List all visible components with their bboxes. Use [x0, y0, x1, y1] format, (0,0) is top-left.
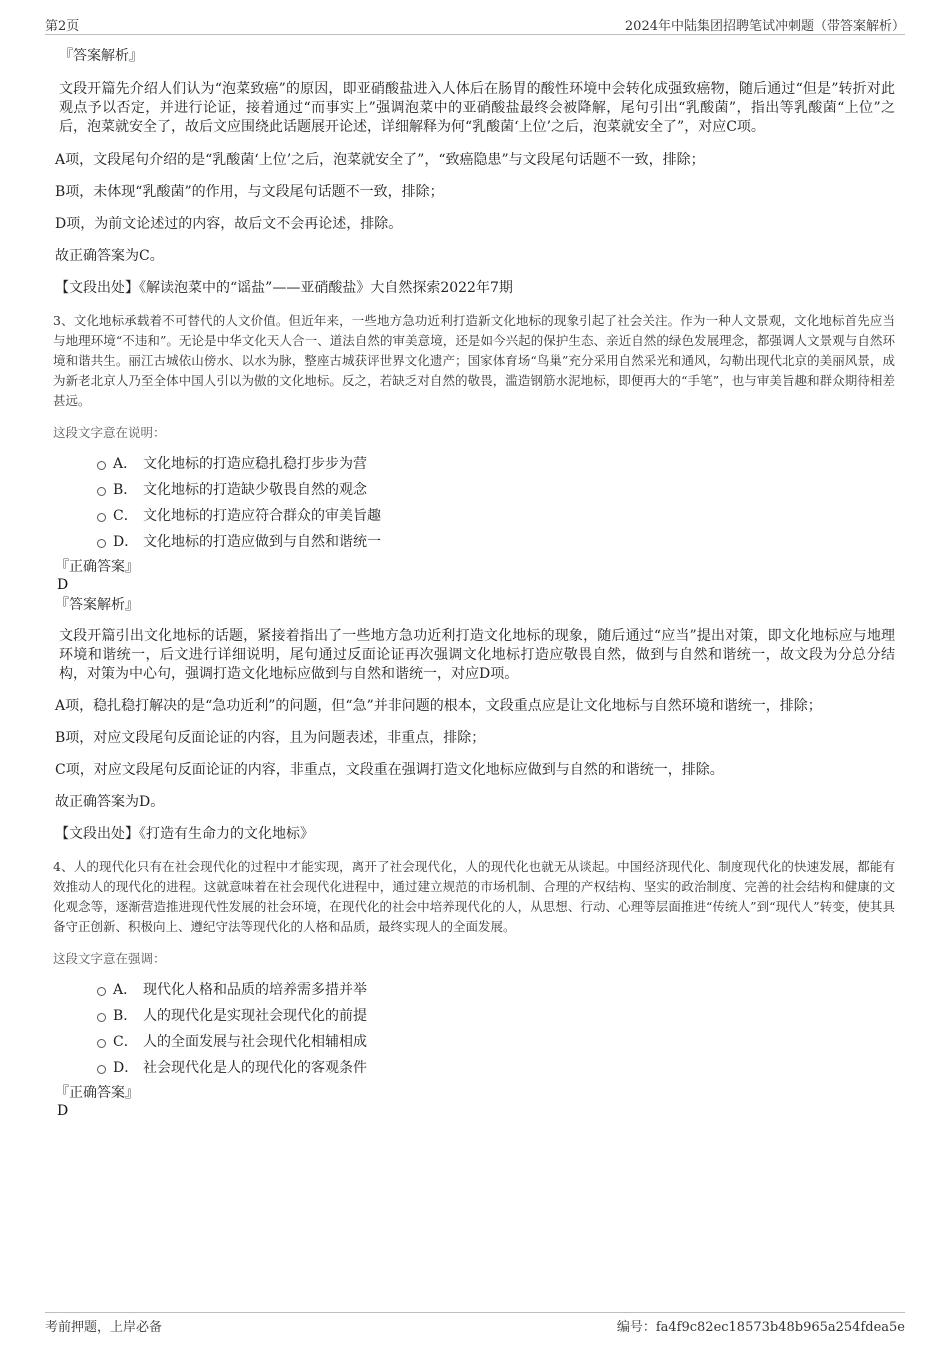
document-id: 编号：fa4f9c82ec18573b48b965a254fdea5e [616, 1320, 905, 1335]
q4-option-b[interactable]: B． 人的现代化是实现社会现代化的前提 [55, 1003, 895, 1029]
q3-analysis-label: 『答案解析』 [55, 597, 139, 613]
q4-correct-label: 『正确答案』 [55, 1085, 139, 1101]
radio-icon[interactable] [97, 461, 106, 470]
q3-prompt: 这段文字意在说明： [53, 425, 166, 440]
q3-correct-value: D [57, 577, 69, 593]
q2-analysis-label: 『答案解析』 [59, 48, 143, 64]
option-text: 社会现代化是人的现代化的客观条件 [143, 1060, 367, 1076]
page-header [45, 14, 905, 35]
page-content [55, 44, 895, 1119]
q3-correct-label: 『正确答案』 [55, 559, 139, 575]
q4-options [55, 977, 895, 1081]
q4-prompt: 这段文字意在强调： [53, 951, 166, 966]
document-title: 2024年中陆集团招聘笔试冲刺题（带答案解析） [624, 19, 905, 34]
q4-option-c[interactable]: C． 人的全面发展与社会现代化相辅相成 [55, 1029, 895, 1055]
radio-icon[interactable] [97, 513, 106, 522]
radio-icon[interactable] [97, 539, 106, 548]
q3-analysis-body: 文段开篇引出文化地标的话题，紧接着指出了一些地方急功近利打造文化地标的现象，随后通过“应当”提出对策，即文化地标应与地理环境和谐统一，后文进行详细说明，尾句通过反面论证再次强调文化地标打造应敬畏自然，做到与自然和谐统一，故文段为分总分结构，对策为中心句，强调打造文化地标应做到与自然和谐统一，对应D项。 [59, 628, 895, 682]
q2-conclusion: 故正确答案为C。 [55, 248, 164, 264]
q3-option-c[interactable]: C． 文化地标的打造应符合群众的审美旨趣 [55, 503, 895, 529]
radio-icon[interactable] [97, 987, 106, 996]
q3-option-d[interactable]: D． 文化地标的打造应做到与自然和谐统一 [55, 529, 895, 555]
option-text: 人的现代化是实现社会现代化的前提 [143, 1008, 367, 1024]
q3-option-a[interactable]: A． 文化地标的打造应稳扎稳打步步为营 [55, 451, 895, 477]
q3-note-b: B项，对应文段尾句反面论证的内容，且为问题表述，非重点，排除； [55, 730, 486, 746]
q2-note-d: D项，为前文论述过的内容，故后文不会再论述，排除。 [55, 216, 403, 232]
q2-analysis-body: 文段开篇先介绍人们认为“泡菜致癌”的原因，即亚硝酸盐进入人体后在肠胃的酸性环境中会转化成强致癌物，随后通过“但是”转折对此观点予以否定，并进行论证，接着通过“而事实上”强调泡菜中的亚硝酸盐最终会被降解，尾句引出“乳酸菌”，指出等乳酸菌“上位”之后，泡菜就安全了，故后文应围绕此话题展开论述，详细解释为何“乳酸菌‘上位’之后，泡菜就安全了”，对应C项。 [59, 81, 895, 135]
option-text: 文化地标的打造应稳扎稳打步步为营 [143, 456, 367, 472]
q4-option-d[interactable]: D． 社会现代化是人的现代化的客观条件 [55, 1055, 895, 1081]
q4-stem: 4、人的现代化只有在社会现代化的过程中才能实现，离开了社会现代化，人的现代化也就无从谈起。中国经济现代化、制度现代化的快速发展，都能有效推动人的现代化的进程。这就意味着在社会现代化进程中，通过建立规范的市场机制、合理的产权结构、坚实的政治制度、完善的社会结构和健康的文化观念等，逐渐营造推进现代性发展的社会环境，在现代化的社会中培养现代化的人，从思想、行动、心理等层面推进“传统人”到“现代人”转变，使其具备守正创新、积极向上、遵纪守法等现代化的人格和品质，最终实现人的全面发展。 [53, 859, 895, 934]
footer-slogan: 考前押题，上岸必备 [45, 1320, 163, 1335]
option-text: 文化地标的打造应符合群众的审美旨趣 [143, 508, 381, 524]
q2-source: 【文段出处】《解读泡菜中的“谣盐”——亚硝酸盐》大自然探索2022年7期 [55, 280, 513, 296]
radio-icon[interactable] [97, 1039, 106, 1048]
option-text: 文化地标的打造缺少敬畏自然的观念 [143, 482, 367, 498]
q3-source: 【文段出处】《打造有生命力的文化地标》 [55, 826, 314, 842]
radio-icon[interactable] [97, 1065, 106, 1074]
radio-icon[interactable] [97, 1013, 106, 1022]
page-number: 第2页 [45, 19, 80, 34]
q3-option-b[interactable]: B． 文化地标的打造缺少敬畏自然的观念 [55, 477, 895, 503]
option-text: 现代化人格和品质的培养需多措并举 [143, 982, 367, 998]
q3-stem: 3、文化地标承载着不可替代的人文价值。但近年来，一些地方急功近利打造新文化地标的现象引起了社会关注。作为一种人文景观，文化地标首先应当与地理环境“不违和”。无论是中华文化天人合一、道法自然的审美意境，还是如今兴起的保护生态、亲近自然的绿色发展理念，都强调人文景观与自然环境和谐共生。丽江古城依山傍水、以水为脉，整座古城获评世界文化遗产；国家体育场“鸟巢”充分采用自然采光和通风，勾勒出现代北京的美丽风景，成为新老北京人乃至全体中国人引以为傲的文化地标。反之，若缺乏对自然的敬畏，滥造钢筋水泥地标，即便再大的“手笔”，也与审美旨趣和群众期待相差甚远。 [53, 313, 895, 408]
q2-note-b: B项，未体现“乳酸菌”的作用，与文段尾句话题不一致，排除； [55, 184, 444, 200]
option-text: 人的全面发展与社会现代化相辅相成 [143, 1034, 367, 1050]
q2-note-a: A项，文段尾句介绍的是“乳酸菌‘上位’之后，泡菜就安全了”，“致癌隐患”与文段尾句话题不一致，排除； [55, 152, 705, 168]
q3-conclusion: 故正确答案为D。 [55, 794, 165, 810]
q3-options [55, 451, 895, 555]
q4-option-a[interactable]: A． 现代化人格和品质的培养需多措并举 [55, 977, 895, 1003]
q4-correct-value: D [57, 1103, 69, 1119]
radio-icon[interactable] [97, 487, 106, 496]
option-text: 文化地标的打造应做到与自然和谐统一 [143, 534, 381, 550]
q3-note-a: A项，稳扎稳打解决的是“急功近利”的问题，但“急”并非问题的根本，文段重点应是让文化地标与自然环境和谐统一，排除； [55, 698, 822, 714]
page-footer [45, 1312, 905, 1337]
q3-note-c: C项，对应文段尾句反面论证的内容，非重点，文段重在强调打造文化地标应做到与自然的和谐统一，排除。 [55, 762, 724, 778]
